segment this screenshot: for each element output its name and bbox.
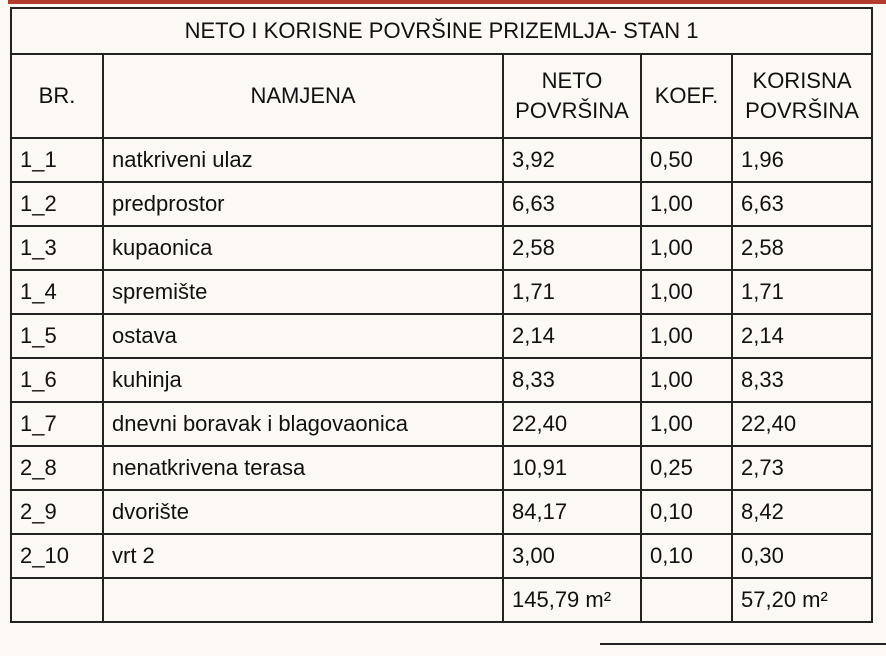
table-title: NETO I KORISNE POVRŠINE PRIZEMLJA- STAN 1 [11,8,872,54]
cell-koef: 1,00 [641,182,732,226]
table-row [11,490,872,534]
cell-br: 1_7 [11,402,103,446]
cell-namjena: predprostor [103,182,503,226]
cell-br: 2_9 [11,490,103,534]
cell-korisna: 1,71 [732,270,872,314]
table-row [11,402,872,446]
cell-neto: 22,40 [503,402,641,446]
total-korisna: 57,20 m² [732,578,872,622]
cell-korisna: 22,40 [732,402,872,446]
header-namjena: NAMJENA [103,54,503,138]
cell-koef: 1,00 [641,358,732,402]
cell-koef: 0,25 [641,446,732,490]
cell-korisna: 1,96 [732,138,872,182]
area-table [10,7,873,623]
cell-br: 2_8 [11,446,103,490]
table-row [11,534,872,578]
cell-koef: 0,10 [641,534,732,578]
table-title-row [11,8,872,54]
cell-neto: 1,71 [503,270,641,314]
cell-br: 1_6 [11,358,103,402]
header-korisna [732,54,872,138]
cell-br: 1_4 [11,270,103,314]
cell-namjena: spremište [103,270,503,314]
cell-neto: 2,58 [503,226,641,270]
cell-br: 1_3 [11,226,103,270]
cell-korisna: 2,14 [732,314,872,358]
cell-neto: 6,63 [503,182,641,226]
cell-namjena: nenatkrivena terasa [103,446,503,490]
table-row [11,446,872,490]
cell-br: 2_10 [11,534,103,578]
cell-namjena: dvorište [103,490,503,534]
cell-namjena: kupaonica [103,226,503,270]
cell-neto: 2,14 [503,314,641,358]
cell-neto: 8,33 [503,358,641,402]
cell-neto: 10,91 [503,446,641,490]
cell-korisna: 0,30 [732,534,872,578]
cell-korisna: 2,73 [732,446,872,490]
header-row [11,54,872,138]
cell-koef: 1,00 [641,402,732,446]
cell-namjena: ostava [103,314,503,358]
header-koef: KOEF. [641,54,732,138]
cell-neto: 84,17 [503,490,641,534]
divider-line [600,643,886,645]
cell-korisna: 8,33 [732,358,872,402]
table-row [11,182,872,226]
header-korisna-line2: POVRŠINA [745,98,859,123]
cell-koef: 0,50 [641,138,732,182]
total-neto: 145,79 m² [503,578,641,622]
cell-namjena: dnevni boravak i blagovaonica [103,402,503,446]
cell-koef: 0,10 [641,490,732,534]
cell-korisna: 2,58 [732,226,872,270]
empty-cell [11,578,103,622]
cell-namjena: vrt 2 [103,534,503,578]
totals-row [11,578,872,622]
header-neto-line2: POVRŠINA [515,98,629,123]
table-row [11,226,872,270]
header-neto-line1: NETO [541,68,603,93]
cell-korisna: 8,42 [732,490,872,534]
cell-koef: 1,00 [641,270,732,314]
cell-br: 1_2 [11,182,103,226]
cell-neto: 3,00 [503,534,641,578]
table-row [11,314,872,358]
top-accent-bar [8,0,886,4]
cell-neto: 3,92 [503,138,641,182]
table-row [11,138,872,182]
cell-koef: 1,00 [641,314,732,358]
cell-korisna: 6,63 [732,182,872,226]
table-row [11,358,872,402]
empty-cell [103,578,503,622]
table-row [11,270,872,314]
header-br: BR. [11,54,103,138]
cell-br: 1_5 [11,314,103,358]
cell-br: 1_1 [11,138,103,182]
header-korisna-line1: KORISNA [752,68,852,93]
cell-namjena: natkriveni ulaz [103,138,503,182]
cell-namjena: kuhinja [103,358,503,402]
header-neto [503,54,641,138]
empty-cell [641,578,732,622]
cell-koef: 1,00 [641,226,732,270]
